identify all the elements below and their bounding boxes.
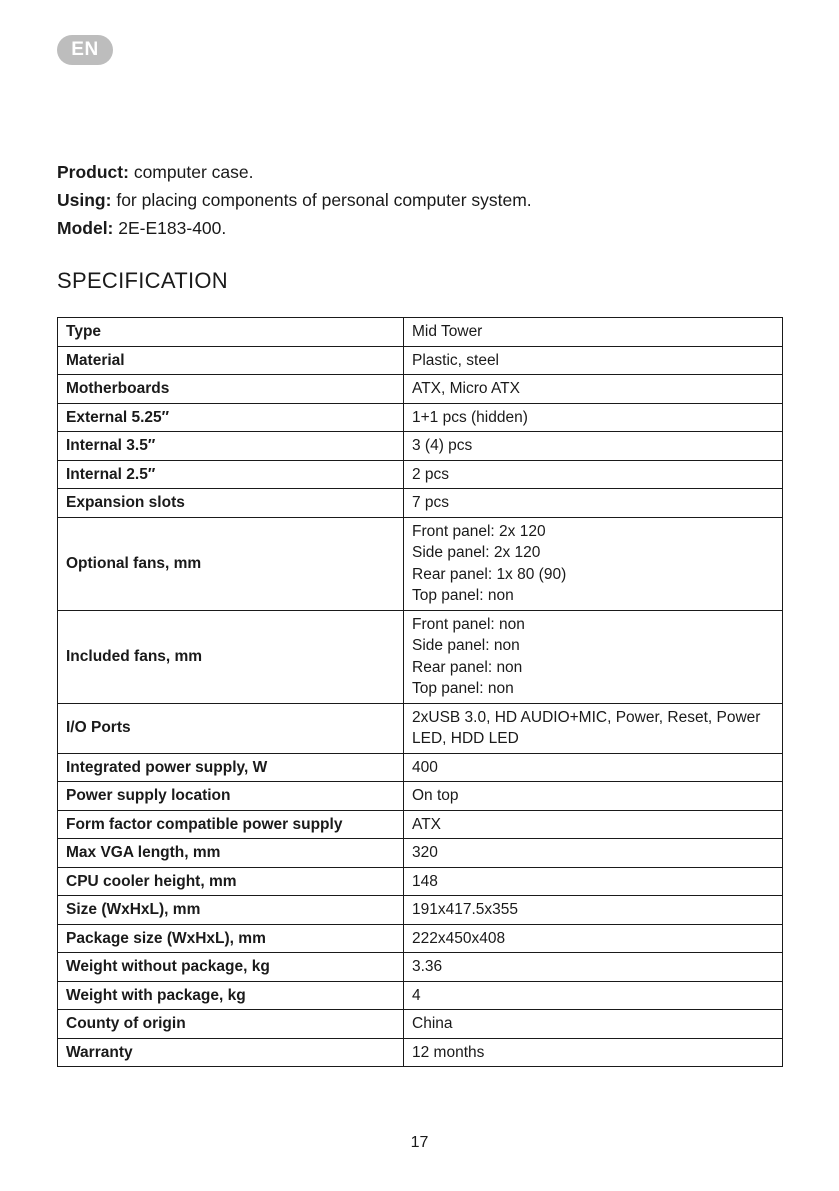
using-line: [57, 186, 532, 214]
spec-value-line: Mid Tower: [412, 323, 483, 340]
product-value: computer case.: [133, 162, 254, 182]
spec-value-line: 3 (4) pcs: [412, 437, 473, 454]
spec-value: [404, 810, 783, 839]
spec-value-line: 191x417.5x355: [412, 901, 519, 918]
spec-value-line: 148: [412, 872, 438, 890]
model-label: Model:: [57, 218, 114, 238]
spec-value: [404, 1038, 783, 1067]
spec-value-line: 400: [412, 758, 438, 776]
spec-row: [58, 432, 783, 461]
spec-value-line: Rear panel: 1x 80 (90): [412, 565, 567, 583]
spec-row: [58, 1010, 783, 1039]
spec-value-line: 12 months: [412, 1043, 485, 1061]
spec-key: Included fans, mm: [58, 610, 404, 703]
spec-value-line: 222x450x408: [412, 929, 506, 947]
product-intro: [57, 158, 532, 242]
product-line: [57, 158, 532, 186]
spec-key: Internal 2.5″: [58, 460, 404, 489]
spec-value: [404, 924, 783, 953]
spec-value: [404, 1010, 783, 1039]
spec-row: [58, 403, 783, 432]
spec-value: [404, 782, 783, 811]
spec-value-line: Plastic, steel: [412, 351, 500, 369]
spec-value-line: 320: [412, 844, 438, 861]
spec-key: Weight without package, kg: [58, 953, 404, 982]
spec-key: I/O Ports: [58, 703, 404, 753]
spec-value-line: 2 pcs: [412, 465, 450, 483]
specification-heading: SPECIFICATION: [57, 268, 228, 293]
spec-value-line: On top: [412, 787, 459, 804]
spec-key: Max VGA length, mm: [58, 839, 404, 868]
spec-value: [404, 403, 783, 432]
spec-value-line: Side panel: non: [412, 637, 520, 654]
spec-value-line: Side panel: 2x 120: [412, 544, 541, 561]
spec-value-line: Front panel: 2x 120: [412, 522, 546, 540]
specification-table: [57, 317, 783, 1067]
spec-value-line: 4: [412, 986, 421, 1004]
spec-value: [404, 703, 783, 753]
spec-row: [58, 924, 783, 953]
spec-key: Power supply location: [58, 782, 404, 811]
spec-row: [58, 346, 783, 375]
spec-value-line: 7 pcs: [412, 494, 450, 511]
spec-value: [404, 981, 783, 1010]
spec-row: [58, 1038, 783, 1067]
spec-value-line: 3.36: [412, 958, 443, 975]
spec-value-line: Top panel: non: [412, 680, 514, 697]
model-value: 2E-E183-400.: [118, 218, 227, 238]
spec-value-line: ATX: [412, 815, 441, 833]
spec-row: [58, 867, 783, 896]
spec-key: Integrated power supply, W: [58, 753, 404, 782]
spec-value: [404, 896, 783, 925]
spec-row: [58, 981, 783, 1010]
spec-value: [404, 753, 783, 782]
spec-key: Weight with package, kg: [58, 981, 404, 1010]
spec-key: Motherboards: [58, 375, 404, 404]
spec-key: Package size (WxHxL), mm: [58, 924, 404, 953]
spec-row: [58, 610, 783, 703]
spec-value: [404, 839, 783, 868]
product-label: Product:: [57, 162, 129, 182]
spec-key: CPU cooler height, mm: [58, 867, 404, 896]
spec-value-line: Rear panel: non: [412, 658, 523, 676]
spec-value-line: Front panel: non: [412, 615, 525, 633]
page-number: 17: [410, 1134, 429, 1151]
spec-row: [58, 953, 783, 982]
spec-key: Optional fans, mm: [58, 517, 404, 610]
spec-value: [404, 346, 783, 375]
spec-key: Type: [58, 318, 404, 347]
spec-row: [58, 753, 783, 782]
spec-value: [404, 489, 783, 518]
spec-value: [404, 610, 783, 703]
spec-key: County of origin: [58, 1010, 404, 1039]
spec-key: Expansion slots: [58, 489, 404, 518]
spec-value-line: China: [412, 1015, 453, 1032]
spec-row: [58, 318, 783, 347]
spec-value-line: ATX, Micro ATX: [412, 380, 520, 397]
model-line: [57, 214, 532, 242]
spec-value: [404, 517, 783, 610]
spec-value-line: 2xUSB 3.0, HD AUDIO+MIC, Power, Reset, Power LED, HDD LED: [412, 708, 761, 747]
spec-value: [404, 867, 783, 896]
spec-value: [404, 375, 783, 404]
specification-table-body: [58, 318, 783, 1067]
spec-value: [404, 318, 783, 347]
using-label: Using:: [57, 190, 112, 210]
spec-value-line: Top panel: non: [412, 587, 514, 604]
spec-key: External 5.25″: [58, 403, 404, 432]
spec-row: [58, 375, 783, 404]
spec-row: [58, 489, 783, 518]
spec-row: [58, 896, 783, 925]
spec-row: [58, 460, 783, 489]
spec-row: [58, 810, 783, 839]
spec-row: [58, 839, 783, 868]
spec-value-line: 1+1 pcs (hidden): [412, 408, 528, 426]
spec-key: Warranty: [58, 1038, 404, 1067]
spec-row: [58, 703, 783, 753]
spec-value: [404, 460, 783, 489]
spec-key: Size (WxHxL), mm: [58, 896, 404, 925]
spec-key: Internal 3.5″: [58, 432, 404, 461]
spec-key: Form factor compatible power supply: [58, 810, 404, 839]
spec-value: [404, 432, 783, 461]
spec-row: [58, 782, 783, 811]
language-badge: EN: [57, 35, 113, 65]
using-value: for placing components of personal computer system.: [116, 190, 532, 210]
spec-value: [404, 953, 783, 982]
spec-row: [58, 517, 783, 610]
spec-key: Material: [58, 346, 404, 375]
